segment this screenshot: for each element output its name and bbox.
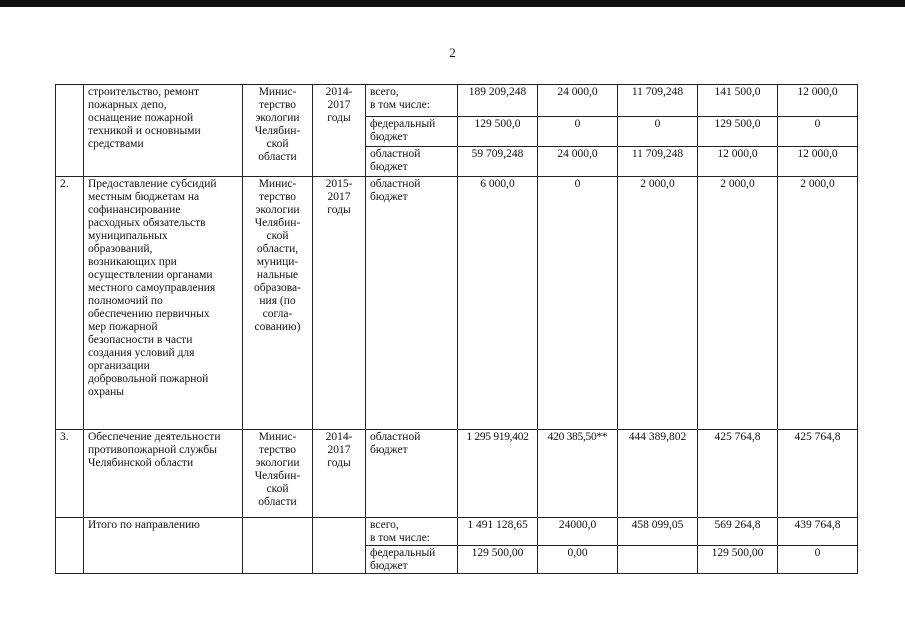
executor: Минис- терство экологии Челябин- ской области — [243, 430, 313, 518]
budget-table — [55, 84, 858, 574]
executor — [243, 518, 313, 574]
period: 2014- 2017 годы — [313, 430, 366, 518]
value-2014: 24 000,0 — [538, 147, 618, 177]
executor: Минис- терство экологии Челябин- ской области, муници- нальные образова- ния (по согла- сованию) — [243, 177, 313, 430]
table-row — [56, 430, 858, 518]
table-row — [56, 85, 858, 117]
value-2014: 0 — [538, 117, 618, 147]
funding-source: федеральный бюджет — [366, 117, 458, 147]
value-2016: 129 500,00 — [698, 546, 778, 574]
funding-source: всего, в том числе: — [366, 518, 458, 546]
value-2017: 12 000,0 — [778, 85, 858, 117]
value-2017: 2 000,0 — [778, 177, 858, 430]
row-number — [56, 85, 84, 177]
period: 2015- 2017 годы — [313, 177, 366, 430]
row-number — [56, 518, 84, 574]
funding-source: всего, в том числе: — [366, 85, 458, 117]
value-total: 59 709,248 — [458, 147, 538, 177]
table-row — [56, 177, 858, 430]
period — [313, 518, 366, 574]
value-2017: 0 — [778, 546, 858, 574]
table-row — [56, 518, 858, 546]
value-2016: 141 500,0 — [698, 85, 778, 117]
scan-top-border — [0, 0, 905, 7]
value-2016: 12 000,0 — [698, 147, 778, 177]
funding-source: областной бюджет — [366, 147, 458, 177]
value-2016: 569 264,8 — [698, 518, 778, 546]
value-total: 1 295 919,402 — [458, 430, 538, 518]
page-number: 2 — [449, 45, 456, 60]
value-2014: 420 385,50** — [538, 430, 618, 518]
value-2014: 0 — [538, 177, 618, 430]
value-2016: 129 500,0 — [698, 117, 778, 147]
measure-title: Обеспечение деятельности противопожарной службы Челябинской области — [84, 430, 243, 518]
value-2017: 12 000,0 — [778, 147, 858, 177]
value-2016: 2 000,0 — [698, 177, 778, 430]
value-2015 — [618, 546, 698, 574]
value-2014: 24 000,0 — [538, 85, 618, 117]
value-total: 6 000,0 — [458, 177, 538, 430]
funding-source: областной бюджет — [366, 430, 458, 518]
row-number: 2. — [56, 177, 84, 430]
value-2017: 439 764,8 — [778, 518, 858, 546]
executor: Минис- терство экологии Челябин- ской области — [243, 85, 313, 177]
row-number: 3. — [56, 430, 84, 518]
value-2015: 458 099,05 — [618, 518, 698, 546]
value-2014: 24000,0 — [538, 518, 618, 546]
value-2017: 425 764,8 — [778, 430, 858, 518]
total-title: Итого по направлению — [84, 518, 243, 574]
value-2015: 11 709,248 — [618, 147, 698, 177]
funding-source: федеральный бюджет — [366, 546, 458, 574]
value-2017: 0 — [778, 117, 858, 147]
value-2016: 425 764,8 — [698, 430, 778, 518]
value-total: 1 491 128,65 — [458, 518, 538, 546]
value-2015: 444 389,802 — [618, 430, 698, 518]
value-total: 189 209,248 — [458, 85, 538, 117]
funding-source: областной бюджет — [366, 177, 458, 430]
value-total: 129 500,0 — [458, 117, 538, 147]
measure-title: Предоставление субсидий местным бюджетам на софинансирование расходных обязательств муниципальных образований, возникающих при осуществлении органами местного самоуправления полномочий по обеспечению первичных мер пожарной безопасности в части создания условий для организации добровольной пожарной охраны — [84, 177, 243, 430]
measure-title: строительство, ремонт пожарных депо, оснащение пожарной техникой и основными средствами — [84, 85, 243, 177]
period: 2014- 2017 годы — [313, 85, 366, 177]
value-2015: 2 000,0 — [618, 177, 698, 430]
value-2015: 11 709,248 — [618, 85, 698, 117]
value-2015: 0 — [618, 117, 698, 147]
value-total: 129 500,00 — [458, 546, 538, 574]
value-2014: 0,00 — [538, 546, 618, 574]
